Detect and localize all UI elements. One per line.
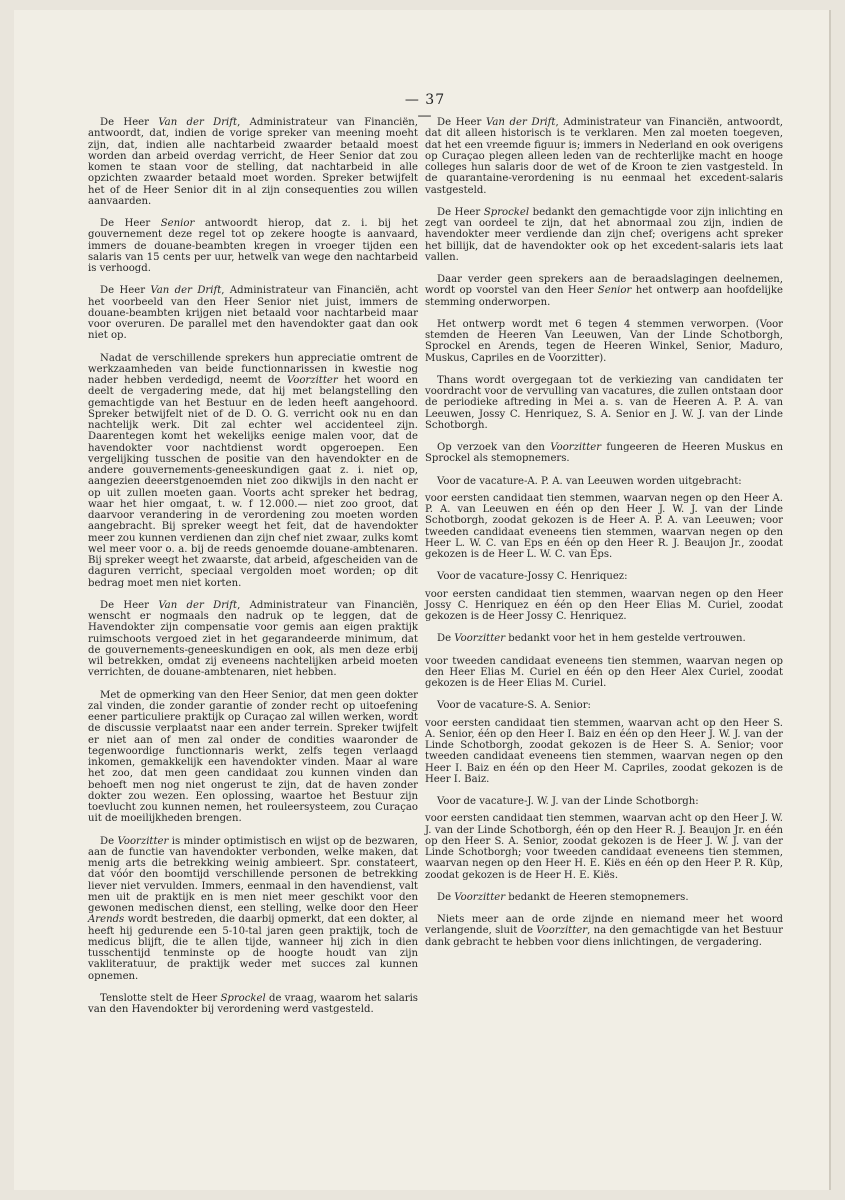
italic-name: Van der Drift	[150, 285, 222, 297]
page-number: — 37 —	[404, 92, 446, 124]
paragraph	[425, 914, 783, 948]
text-run: De Heer	[100, 218, 161, 229]
text-run: is minder optimistisch en wijst op de bezwaren, aan de functie van havendokter verbonden, welke maken, dat menig arts die betrekking weinig ambieert. Spr. constateert, dat vóór den boomtijd verschillende personen de betrekking liever niet vervulden. Immers, eenmaal in den havendienst, valt men uit de praktijk en is men niet meer geschikt voor den gewonen medischen dienst, een stelling, welke door den Heer	[88, 835, 418, 914]
text-run: Voor de vacature-A. P. A. van Leeuwen worden uitgebracht:	[437, 475, 742, 487]
text-run: Voor de vacature-Jossy C. Henriquez:	[437, 571, 628, 583]
italic-name: Voorzitter	[550, 442, 602, 453]
italic-name: Arends	[88, 914, 125, 926]
text-run: voor eersten candidaat tien stemmen, waarvan acht op den Heer J. W. J. van der Linde Schotborgh, één op den Heer R. J. Beaujon Jr. en één op den Heer S. A. Senior, zoodat gekozen is de Heer J. W. J. van der Linde Schotborgh; voor tweeden candidaat eveneens tien stemmen, waarvan negen op den Heer H. E. Kiës en één op den Heer P. R. Küp, zoodat gekozen is de Heer H. E. Kiës.	[425, 813, 783, 881]
paragraph	[88, 993, 418, 1016]
right-column	[425, 117, 783, 959]
paragraph	[425, 493, 783, 561]
text-run: bedankt voor het in hem gestelde vertrouwen.	[505, 633, 746, 645]
text-run: Op verzoek van den	[437, 442, 551, 453]
paragraph	[425, 892, 783, 903]
text-run: De	[437, 633, 455, 645]
text-run: De Heer	[100, 599, 159, 611]
text-run: Voor de vacature-S. A. Senior:	[437, 700, 591, 712]
paragraph	[425, 656, 783, 690]
italic-name: Voorzitter	[117, 835, 169, 847]
text-run: wordt bestreden, die daarbij opmerkt, dat een dokter, al heeft hij gedurende een 5-10-tal jaren geen praktijk, toch de medicus blijft, die te allen tijde, wanneer hij zich in dien tusschentijd tenminste op de hoogte houdt van zijn vakliteratuur, de praktijk weder met succes zal kunnen opnemen.	[88, 914, 418, 982]
text-run: , Administrateur van Financiën, acht het voorbeeld van den Heer Senior niet juist, immers de douane-beambten krijgen niet betaald voor nachtarbeid maar voor overuren. De parallel met den havendokter gaat dan ook niet op.	[88, 285, 419, 342]
paragraph	[425, 207, 783, 263]
italic-name: Voorzitter	[536, 925, 588, 937]
italic-name: Sprockel	[220, 992, 266, 1004]
text-run: Nadat de verschillende sprekers hun appreciatie omtrent de werkzaamheden van beide functionnarissen in kwestie nog nader hebben verdedigd, neemt de	[88, 352, 418, 386]
text-run: voor eersten candidaat tien stemmen, waarvan negen op den Heer Jossy C. Henriquez en één op den Heer Elias M. Curiel, zoodat gekozen is de Heer Jossy C. Henriquez.	[425, 588, 783, 622]
italic-name: Voorzitter	[454, 891, 506, 903]
text-run: bedankt den gemachtigde voor zijn inlichting en zegt van oordeel te zijn, dat het abnormaal zou zijn, indien de havendokter meer verdiende dan zijn chef; overigens acht spreker het billijk, dat de havendokter ook op het excedent-salaris iets laat vallen.	[425, 206, 783, 263]
text-run: De Heer	[100, 285, 151, 297]
italic-name: Van der Drift	[158, 599, 238, 611]
paragraph	[88, 690, 418, 825]
text-run: , na den gemachtigde van het Bestuur dank gebracht te hebben voor diens inlichtingen, de vergadering.	[425, 925, 783, 948]
text-run: bedankt de Heeren stemopnemers.	[505, 891, 689, 903]
paragraph	[88, 117, 418, 207]
text-run: De Heer	[437, 206, 484, 218]
italic-name: Sprockel	[483, 206, 530, 218]
paragraph	[425, 476, 783, 487]
paragraph	[88, 600, 418, 679]
paragraph	[425, 700, 783, 711]
italic-name: Van der Drift	[486, 117, 556, 128]
paragraph	[425, 571, 783, 582]
text-run: voor eersten candidaat tien stemmen, waarvan negen op den Heer A. P. A. van Leeuwen en één op den Heer J. W. J. van der Linde Schotborgh, zoodat gekozen is de Heer A. P. A. van Leeuwen; voor tweeden candidaat eveneens tien stemmen, waarvan negen op den Heer L. W. C. van Eps en één op den Heer R. J. Beaujon Jr., zoodat gekozen is de Heer L. W. C. van Eps.	[425, 492, 783, 560]
text-run: De Heer	[437, 117, 486, 128]
text-run: , Administrateur van Financiën, antwoordt, dat, indien de vorige spreker van meening moeht zijn, dat, indien alle nachtarbeid zwaarder betaald moest worden dan arbeid overdag verricht, de Heer Senior dat zou komen te staan voor de stelling, dat nachtarbeid in alle opzichten zwaarder betaald moet worden. Spreker betwijfelt het of de Heer Senior dit in al zijn consequenties zou willen aanvaarden.	[88, 117, 419, 207]
text-run: , Administrateur van Financiën, antwoordt, dat dit alleen historisch is te verklaren. Men zal moeten toegeven, dat het een vreemde figuur is; immers in Nederland en ook overigens op Curaçao plegen alleen leden van de rechterlijke macht en hooge colleges hun salaris door de wet of de Kroon te zien vastgesteld. In de quarantaine-verordening is nu eenmaal het excedent-salaris vastgesteld.	[425, 117, 784, 196]
italic-name: Senior	[160, 218, 195, 229]
paragraph	[425, 442, 783, 465]
text-run: Niets meer aan de orde zijnde en niemand meer het woord verlangende, sluit de	[425, 914, 783, 937]
paragraph	[425, 117, 783, 196]
paragraph	[425, 813, 783, 881]
paragraph	[425, 274, 783, 308]
paragraph	[88, 836, 418, 982]
text-run: voor tweeden candidaat eveneens tien stemmen, waarvan negen op den Heer Elias M. Curiel en één op den Heer Alex Curiel, zoodat gekozen is de Heer Elias M. Curiel.	[425, 655, 783, 689]
text-run: Het ontwerp wordt met 6 tegen 4 stemmen verworpen. (Voor stemden de Heeren Van Leeuwen, Van der Linde Schotborgh, Sprockel en Arends, tegen de Heeren Winkel, Senior, Maduro, Muskus, Capriles en de Voorzitter).	[425, 318, 783, 364]
paragraph	[88, 218, 418, 274]
italic-name: Voorzitter	[286, 375, 338, 386]
text-run: voor eersten candidaat tien stemmen, waarvan acht op den Heer S. A. Senior, één op den Heer I. Baiz en één op den Heer J. W. J. van der Linde Schotborgh, zoodat gekozen is de Heer S. A. Senior; voor tweeden candidaat eveneens tien stemmen, waarvan negen op den Heer I. Baiz en één op den Heer M. Capriles, zoodat gekozen is de Heer I. Baiz.	[425, 717, 783, 785]
paragraph	[425, 319, 783, 364]
left-column	[88, 117, 418, 1026]
text-run: De	[437, 891, 455, 903]
text-run: fungeeren de Heeren Muskus en Sprockel als stemopnemers.	[425, 442, 783, 465]
italic-name: Voorzitter	[454, 633, 506, 645]
paragraph	[425, 796, 783, 807]
text-run: Daar verder geen sprekers aan de beraadslagingen deelnemen, wordt op voorstel van den Heer	[425, 274, 783, 297]
text-run: de vraag, waarom het salaris van den Havendokter bij verordening werd vastgesteld.	[88, 992, 418, 1015]
text-run: Voor de vacature-J. W. J. van der Linde Schotborgh:	[437, 796, 699, 807]
text-run: Thans wordt overgegaan tot de verkiezing van candidaten ter voordracht voor de vervulling van vacatures, die zullen ontstaan door de periodieke aftreding in Mei a. s. van de Heeren A. P. A. van Leeuwen, Jossy C. Henriquez, S. A. Senior en J. W. J. van der Linde Schotborgh.	[425, 374, 783, 431]
paragraph	[425, 718, 783, 786]
paragraph	[88, 285, 418, 341]
paragraph	[425, 375, 783, 431]
text-run: Tenslotte stelt de Heer	[100, 992, 221, 1004]
text-run: Met de opmerking van den Heer Senior, dat men geen dokter zal vinden, die zonder garantie of zonder recht op uitoefening eener particuliere praktijk op Curaçao zal willen werken, wordt de discussie verplaatst naar een ander terrein. Spreker twijfelt er niet aan of men zal onder de condities waaronder de tegenwoordige functionnaris werkt, zelfs tegen verlaagd inkomen, gemakkelijk een havendokter vinden. Maar al ware het zoo, dat men geen candidaat zou kunnen vinden dan behoeft men nog niet ongerust te zijn, dat de haven zonder dokter zou wezen. Een oplossing, waartoe het Bestuur zijn toevlucht zou kunnen nemen, het rouleersysteem, zou Curaçao uit de moeilijkheden brengen.	[88, 689, 418, 825]
text-run: De Heer	[100, 117, 159, 128]
paragraph	[425, 589, 783, 623]
text-run: , Administrateur van Financiën, wenscht er nogmaals den nadruk op te leggen, dat de Havendokter zijn compensatie voor gemis aan eigen praktijk ruimschoots vergoed ziet in het gegarandeerde minimum, dat de gouvernements-geneeskundigen en ook, als men deze erbij wil betrekken, omdat zij eveneens nachtelijken arbeid moeten verrichten, de douane-ambtenaren, niet hebben.	[88, 599, 419, 679]
paragraph	[425, 633, 783, 644]
text-run: het ontwerp aan hoofdelijke stemming onderworpen.	[425, 285, 783, 308]
text-run: antwoordt hierop, dat z. i. bij het gouvernement deze regel tot op zekere hoogte is aanvaard, immers de douane-beambten kregen in vroeger tijden een salaris van 15 cents per uur, hetwelk van wege den nachtarbeid is verhoogd.	[88, 218, 418, 274]
text-run: het woord en deelt de vergadering mede, dat hij met belangstelling den gemachtigde van het Bestuur en de leden heeft aangehoord. Spreker betwijfelt niet of de D. O. G. verricht ook nu en dan nachtelijk werk. Dit zal echter wel accidenteel zijn. Daarentegen komt het wekelijks eenige malen voor, dat de havendokter voor nachtdienst wordt opgeroepen. Een vergelijking tusschen de positie van den havendokter en de andere gouvernements-geneeskundigen gaat z. i. niet op, aangezien deeerstgenoemden niet zoo dikwijls in den nacht er op uit zullen moeten gaan. Voorts acht spreker het bedrag, waar het hier omgaat, t. w. f 12.000.— niet zoo groot, dat daarvoor verandering in de verordening zou moeten worden aangebracht. Bij spreker weegt het feit, dat de havendokter meer zou kunnen verdienen dan zijn chef niet zwaar, zulks komt wel meer voor o. a. bij de reeds genoemde douane-ambtenaren. Bij spreker weegt het zwaarste, dat arbeid, afgescheiden van de daguren verricht, speciaal vergolden moet worden; op dit bedrag moet men niet korten.	[88, 375, 418, 589]
italic-name: Senior	[597, 285, 632, 297]
text-run: De	[100, 835, 118, 847]
paragraph	[88, 353, 418, 589]
italic-name: Van der Drift	[158, 117, 238, 128]
